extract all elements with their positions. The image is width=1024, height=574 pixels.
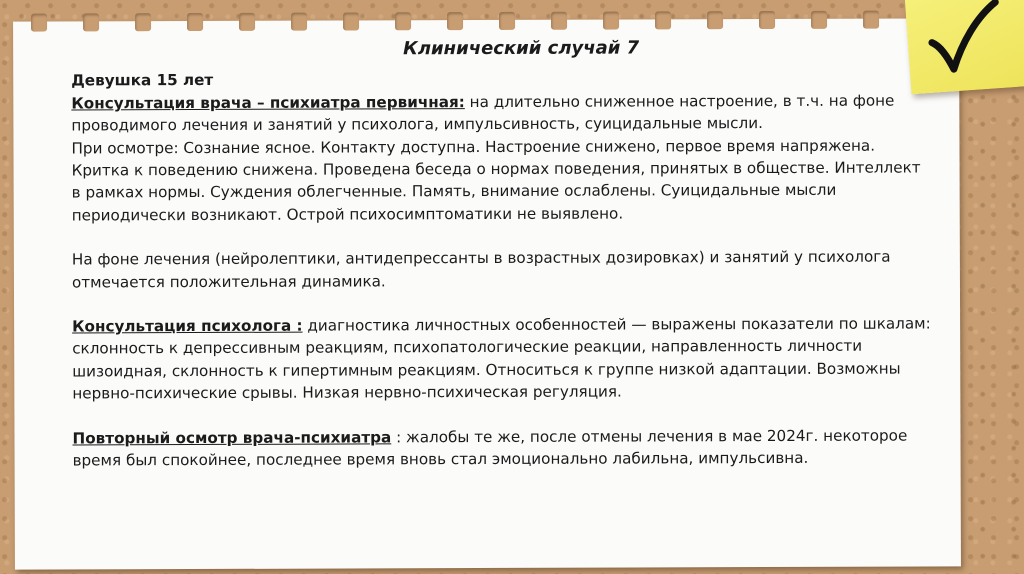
psychologist-consultation-label: Консультация психолога : [72, 316, 303, 336]
case-content [71, 36, 933, 471]
primary-consultation [71, 89, 931, 137]
treatment-text: На фоне лечения (нейролептики, антидепрессанты в возрастных дозировках) и занятий у психолога отмечается положительная динамика. [71, 247, 891, 292]
examination-text: При осмотре: Сознание ясное. Контакту доступна. Настроение снижено, первое время напряжена. Критка к поведению снижена. Проведена беседа о нормах поведения, принятых в обществе. Интеллект в рамках нормы. Суждения облегченные. Память, внимание ослаблены. Суицидальные мысли периодически возникают. Острой психосимптоматики не выявлено. [71, 136, 921, 225]
psychologist-consultation-text: диагностика личностных особенностей — выражены показатели по шкалам: склонность к депрессивным реакциям, психопатологические реакции, направленность личности шизоидная, склонность к гипертимным реакциям. Относиться к группе низкой адаптации. Возможны нервно-психические срывы. Низкая нервно-психическая регуляция. [72, 314, 931, 403]
paper-punch-holes [13, 10, 959, 35]
checkmark-icon [923, 0, 1008, 81]
paper-sheet [13, 18, 961, 569]
sticky-note [905, 0, 1024, 94]
psychologist-consultation [72, 313, 932, 406]
primary-consultation-text: на длительно сниженное настроение, в т.ч. на фоне проводимого лечения и занятий у психолога, импульсивность, суицидальные мысли. [71, 91, 895, 135]
patient-info: Девушка 15 лет [71, 71, 214, 90]
repeat-examination-label: Повторный осмотр врача-психиатра [72, 428, 392, 448]
primary-consultation-label: Консультация врача – психиатра первичная: [71, 92, 465, 113]
repeat-examination-text: : жалобы те же, после отмены лечения в мае 2024г. некоторое время был спокойнее, последнее время вновь стал эмоционально лабильна, импульсивна. [72, 426, 908, 470]
repeat-examination [72, 424, 932, 472]
page-title: Клинический случай 7 [403, 37, 640, 60]
